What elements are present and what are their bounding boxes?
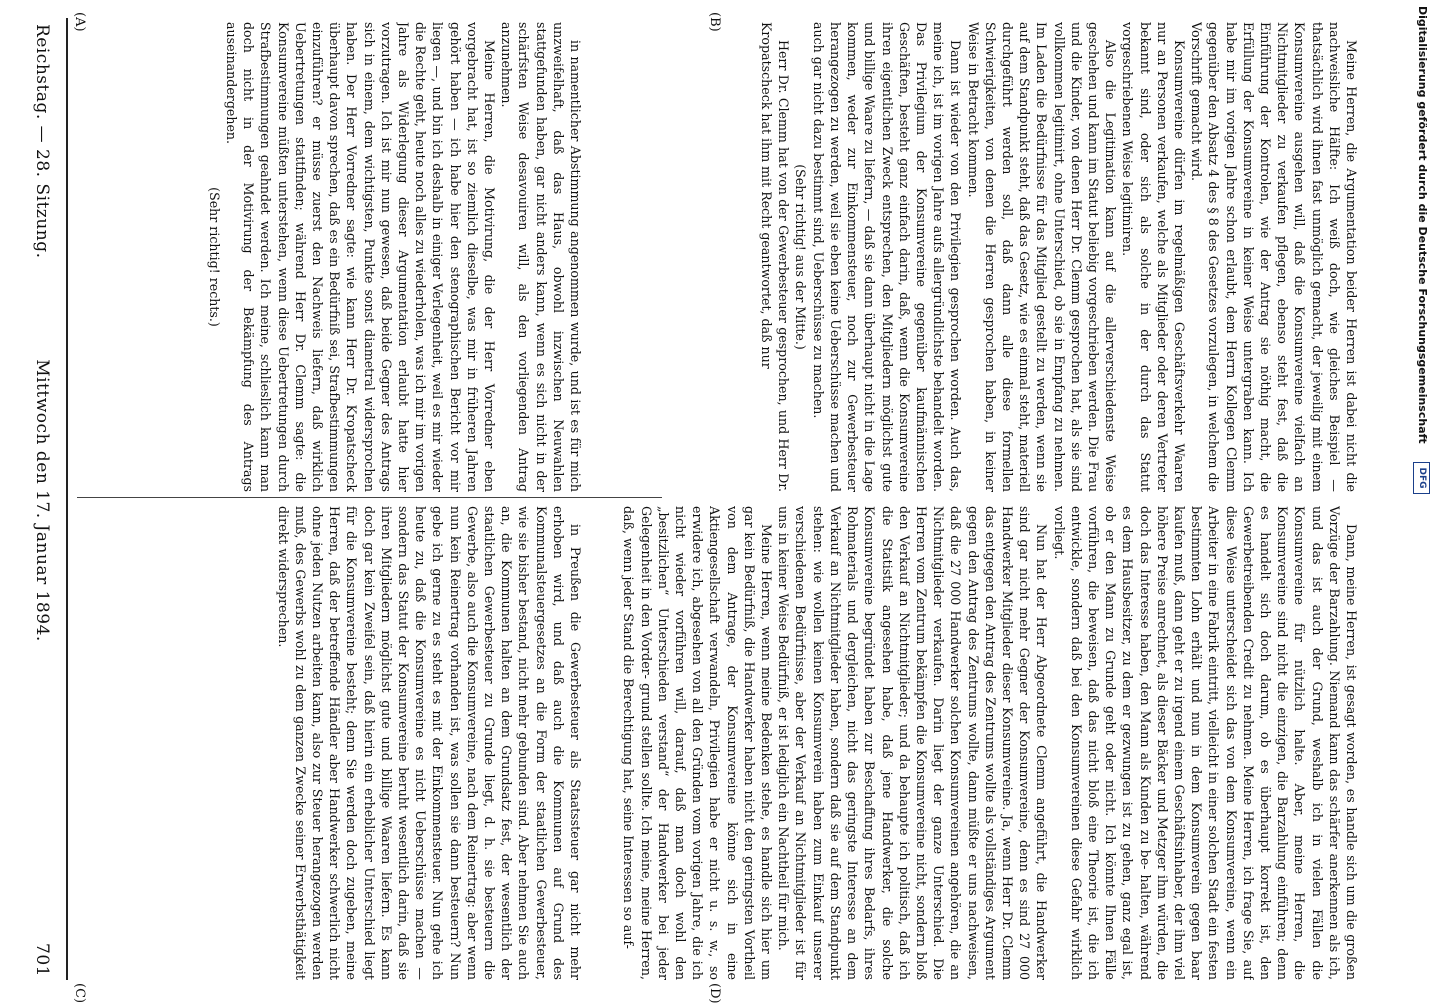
paragraph: in Preußen die Gewerbesteuer als Staatssteuer gar nicht mehr erhoben wird, und daß auch die Kommunen auf Grund des Kommunalsteuergesetzes an die Form der staatlichen Gewerbesteuer, wie sie bisher bestand, nicht mehr gebunden sind. Aber nehmen Sie auch an, die Kommunen halten an dem Grundsatz fest, der wesentlich der staatlichen Gewerbesteuer zu Grunde liegt, d. h. sie besteuern die Gewerbe, also auch die Konsumvereine, nach dem Reinertrag: aber wenn nun kein Reinertrag vorhanden ist, was sollen sie dann besteuern? Nun gebe ich gerne zu es steht es mit der Einkommensteuer. Nun gehe ich heute zu, daß die Konsumvereine es nicht Ueberschüsse machen — sondern das Statut der Konsumvereine beruht wesentlich darin, daß sie ihren Mitgliedern möglichst gute und billige Waaren liefern. Es kann doch gar kein Zweifel sein, daß hierin ein erheblicher Unterschied liegt für die Konsumvereine besteht; denn Sie werden doch zugeben, meine Herren, daß der betreffende Händler aber Handwerker schwerlich nicht ohne jeden Nutzen arbeiten kann, also zur Steuer herangezogen werden muß, des Gewerbs wohl zu dem ganzen Zwecke seiner Erwerbsthätigkeit direkt widersprechen. xyxy=(275,506,583,980)
interjection: (Sehr richtig! rechts.) xyxy=(206,187,222,327)
margin-mark-d: (D) xyxy=(707,983,722,1004)
digitization-footer xyxy=(1410,0,1432,1000)
paragraph: Meine Herren, die Motivirung, die der Herr Vorredner eben vorgebracht hat, ist so ziemlich dieselbe, was mir in früheren Jahren gehört haben — ich habe hier den stenographischen Bericht vor mir liegen —, und bin ich deshalb in einiger Verlegenheit, weil es mir wieder die Rechte geht, heute noch alles zu wiederholen, was ich mir im vorigen Jahre als Widerlegung dieser Argumentation erlaubt hatte hier vorzutragen. Ich ist mir nun gewesen, daß beide Gegner des Antrags sich in einem, dem wichtigsten, Punkte sonst diametral widersprochen haben. Der Herr Vorredner sagte: wie kann Herr Dr. Kropatscheck überhaupt davon sprechen, daß es ein Bedürfniß sei, Strafbestimmungen einzuführen? er müsse zuerst den Nachweis liefern, daß wirklich Uebertretungen stattfinden; während Herr Dr. Clemm sagte: die Konsumvereine müßten unterstehen, wenn diese Uebertretungen durch Strafbestimmungen geahndet werden. Ich meine, schlieslich kann man doch nicht in der Motivirung der Bekämpfung des Antrags auseinandergehen. xyxy=(223,22,497,492)
page-number: 701 xyxy=(32,943,52,977)
paragraph: Herr Dr. Clemm hat von der Gewerbesteuer gesprochen, und Herr Dr. Kropatscheck hat ihm mit Recht geantwortet, daß nur xyxy=(759,22,792,492)
paragraph: Konsumvereine dürfen im regelmäßigen Geschäftsverkehr Waaren nur an Personen verkaufen, welche als Mitglieder oder deren Vertreter bekannt sind, oder sich als solche in der durch das Statut vorgeschriebenen Weise legitimiren. xyxy=(1120,22,1187,492)
margin-mark-a: (A) xyxy=(72,12,87,32)
page-header xyxy=(24,18,54,983)
paragraph: in namentlicher Abstimmung angenommen wurde, und ist es für mich unzweifelhaft, daß das Haus, obwohl inzwischen Neuwahlen stattgefunden haben, gar nicht anders kann, wenn es sich nicht in der schärfsten Weise desavouiren will, als den vorliegenden Antrag anzunehmen. xyxy=(499,22,583,492)
paragraph: Meine Herren, wenn meine Bedenken stehe, es handle sich hier um gar kein Bedürfniß, die Handwerker haben nicht den geringsten Vortheil von dem Antrage, der Konsumvereine könne sich in eine Aktiengesellschaft verwandeln, Privilegien habe er nicht u. s. w., so erwidere ich, abgesehen von all den Gründen vom vorigen Jahre, die ich nicht wieder vorführen will, darauf, daß man doch wohl den „besitzlichen“ Unterschieden verstand“ der Handwerker bei jeder Gelegenheit in den Vorder- grund stellen sollte. Ich meine, meine Herren, daß, wenn jeder Stand die Berechtigung hat, seine Interessen so auf- xyxy=(621,506,775,980)
column-left-top xyxy=(79,22,584,492)
header-session: Reichstag. — 28. Sitzung. xyxy=(32,24,52,259)
column-right-bottom xyxy=(598,506,1360,980)
interjection: (Sehr richtig! aus der Mitte.) xyxy=(793,164,809,350)
margin-mark-b: (B) xyxy=(707,12,722,32)
dfg-logo: DFG xyxy=(1413,462,1430,494)
footer-text: Digitalisierung gefördert durch die Deutsche Forschungsgemeinschaft xyxy=(1416,6,1429,444)
paragraph: Dann ist wieder von den Privilegien gesprochen worden. Auch das, meine ich, ist im vorigen Jahre aufs allergründlichste behandelt worden. Das Privilegium der Konsumvereine gegenüber kaufmännischen Geschäften, besteht ganz einfach darin, daß, wenn die Konsumvereine ihren eigentlichen Zweck entsprechen, den Mitgliedern möglichst gute und billige Waare zu liefern, — daß sie dann überhaupt nicht in die Lage kommen, weder zur Einkommensteuer, noch zur Gewerbesteuer herangezogen zu werden, weil sie eben keine Ueberschüsse machen und auch gar nicht dazu bestimmt sind, Ueberschüsse zu machen. xyxy=(810,22,964,492)
column-left-bottom xyxy=(598,22,1360,492)
paragraph: Dann, meine Herren, ist gesagt worden, es handle sich um die großen Vorzüge der Barzahlung. Niemand kann das schärfer anerkennen als ich, und das ist auch der Grund, weshalb ich in vielen Fällen die Konsumvereine für nützlich halte. Aber, meine Herren, die Konsumvereine sind nicht die einzigen, die Barzahlung einführen; denn es handelt sich doch darum, ob es überhaupt korrekt ist, den Gewerbetreibenden Credit zu nehmen. Meine Herren, ich frage Sie, auf diese Weise unterscheidet sich das von dem Konsumvereine, wenn ein Arbeiter in eine Fabrik eintritt, vielleicht in einer solchen Stadt ein festen bestimmten Lohn erhält und nun in dem Konsumverein gegen baar kaufen muß, dann geht er zu irgend einem Geschäftsinhaber, der ihm viel höhere Preise anrechnet, als dieser Bäcker und Metzger ihm würden, die doch das Interesse haben, den Mann als Kunden zu be- halten, während es dem Hausbesitzer, zu dem er gezwungen ist zu gehen, ganz egal ist, ob er den Mann zu Grunde geht oder nicht. Ich könnte Ihnen Fälle vorführen, die beweisen, daß das nicht bloß eine Theorie ist, die ich entwickle, sondern daß bei den Konsumvereinen diese Gefahr wirklich vorliegt. xyxy=(1051,506,1359,980)
paragraph: Nun hat der Herr Abgeordnete Clemm angeführt, die Handwerker sind gar nicht mehr Gegner der Konsumvereine, denn es sind 27 000 Handwerker Mitglieder dieser Konsumvereine. Ja, wenn Herr Dr. Clemm das entgegen den Antrag des Zentrums wollte als vollständiges Argument gegen den Antrag des Zentrums wollte, dann müßte er uns nachweisen, daß die 27 000 Handwerker solchen Konsumvereinen angehören, die an Nichtmitglieder verkaufen. Darin liegt der ganze Unterschied. Die Herren vom Zentrum bekämpfen die Konsumvereine nicht, sondern bloß den Verkauf an Nichtmitglieder; und da behaupte ich politisch, daß ich die Statistik angesehen habe, daß jene Handwerker, die solche Konsumvereine begründet haben zur Beschaffung ihres Bedarfs, ihres Rohmaterials und dergleichen, nicht das geringste Interesse an dem Verkauf an Nichtmitglieder haben, sondern daß sie auf dem Standpunkt stehen: wie wollen keinen Konsumverein haben zum Einkauf unserer verschiedenen Bedürfnisse, aber der Verkauf an Nichtmitglieder ist für uns in keiner Weise Bedürfniß, er ist lediglich ein Nachtheil für mich. xyxy=(776,506,1050,980)
margin-mark-c: (C) xyxy=(72,983,87,1004)
paragraph: Meine Herren, die Argumentation beider Herren ist dabei nicht die nachweisliche Hälfte: Ich weiß doch, wie gleiches Beispiel — thatsächlich wird ihnen fast unmöglich gemacht, der jeweilig mit einem Konsumvereine ausgehen will, daß die Konsumvereine vielfach an Nichtmitglieder zu verkaufen pflegen, ebenso steht fest, daß die Einführung der Kontrolen, wie der Antrag sie nöthig macht, die Erfüllung der Konsumvereine in keiner Weise untergraben kann. Ich habe mir im vorigen Jahre schon erlaubt, dem Herrn Kollegen Clemm gegenüber den Absatz 4 des § 8 des Gesetzes vorzulegen, in welchem die Vorschrift gemacht wird. xyxy=(1189,22,1359,492)
header-date: Mittwoch den 17. Januar 1894. xyxy=(32,359,52,642)
column-right-top xyxy=(79,506,584,980)
paragraph: Also die Legitimation kann auf die allerverschiedenste Weise geschehen und kann im Statut beliebig vorgeschrieben werden. Die Frau und die Kinder, von denen Herr Dr. Clemm gesprochen hat, als sie sind vollkommen legitimirt, ohne Unterschied, ob sie in Empfang zu nehmen. Im Laden die Bedürfnisse für das Mitglied gestellt zu werden, wenn sie auf dem Standpunkt steht, daß das Gesetz, wie es einmal steht, materiell durchgeführt werden soll, daß dann alle diese formellen Schwierigkeiten, von denen die Herren gesprochen haben, in keiner Weise in Betracht kommen. xyxy=(965,22,1119,492)
header-rule xyxy=(66,18,68,980)
column-divider xyxy=(77,497,662,498)
